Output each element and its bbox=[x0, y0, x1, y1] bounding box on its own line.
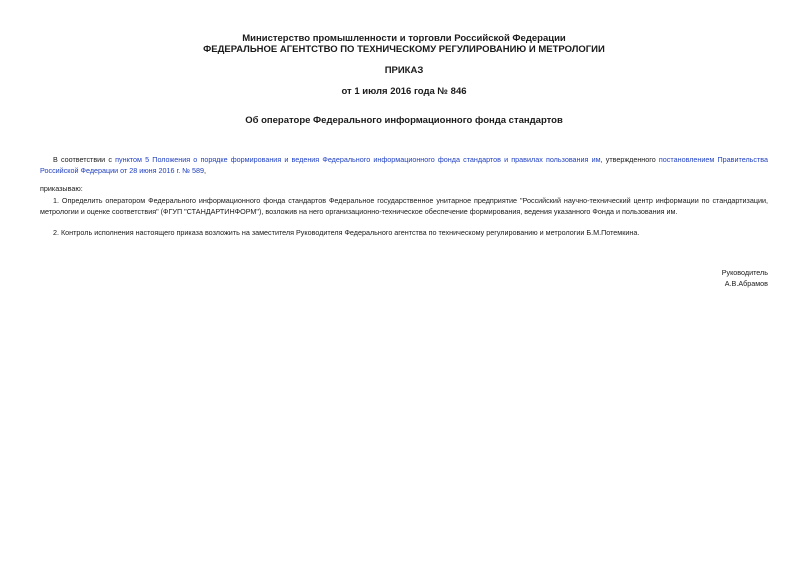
document-date: от 1 июля 2016 года № 846 bbox=[341, 86, 467, 97]
ministry-name: Министерство промышленности и торговли Российской Федерации bbox=[242, 33, 566, 44]
document-title: Об операторе Федерального информационного фонда стандартов bbox=[245, 115, 563, 126]
order-word: приказываю: bbox=[40, 184, 83, 193]
signatory-name: А.В.Абрамов bbox=[724, 279, 768, 288]
government-decree-link[interactable]: постановлением Правительства Российской Федерации от 28 июня 2016 г. № 589 bbox=[40, 155, 769, 175]
signatory-position: Руководитель bbox=[721, 268, 768, 277]
preamble-text-end: , bbox=[203, 165, 206, 175]
regulation-link[interactable]: пунктом 5 Положения о порядке формирования и ведения Федерального информационного фонда стандартов и правилах пользования им bbox=[115, 155, 601, 164]
order-item-1: 1. Определить оператором Федерального информационного фонда стандартов Федеральное государственное унитарное предприятие "Российский научно-технический центр информации по стандартизации, метрологии и оценке соответствия" (ФГУП "СТАНДАРТИНФОРМ"), возложив на него организационно-техническое обеспечение формирования, ведения указанного Фонда и пользования им. bbox=[40, 196, 768, 216]
preamble-text-start: В соответствии с bbox=[53, 155, 116, 164]
document-type: ПРИКАЗ bbox=[384, 65, 424, 76]
order-item-2: 2. Контроль исполнения настоящего приказа возложить на заместителя Руководителя Федерального агентства по техническому регулированию и метрологии Б.М.Потемкина. bbox=[53, 228, 640, 237]
agency-name: ФЕДЕРАЛЬНОЕ АГЕНТСТВО ПО ТЕХНИЧЕСКОМУ РЕГУЛИРОВАНИЮ И МЕТРОЛОГИИ bbox=[203, 44, 605, 55]
preamble-text-mid: , утвержденного bbox=[600, 155, 659, 164]
document-page bbox=[40, 0, 768, 571]
preamble-paragraph bbox=[40, 155, 768, 176]
